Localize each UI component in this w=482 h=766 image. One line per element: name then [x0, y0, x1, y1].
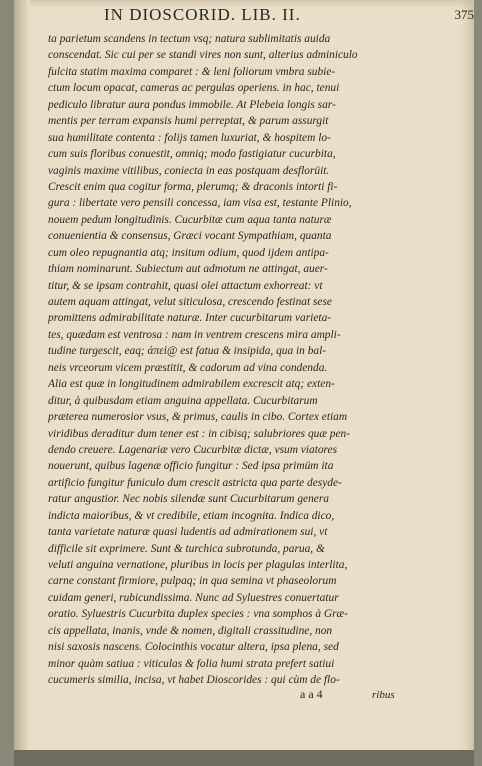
text-line: veluti anguina vernatione, pluribus in locis per plagulas interlita, — [48, 559, 348, 571]
signature-mark: a a 4 — [300, 687, 323, 701]
text-line: tanta varietate naturæ quasi ludentis ad admirationem sui, vt — [48, 526, 328, 539]
text-block — [48, 31, 458, 689]
text-line: cuidam generi, rubicundissima. Nunc ad Syluestres conuertatur — [48, 591, 339, 604]
text-line: nouerunt, quibus lagenæ officio fungitur : Sed ipsa primüm ita — [48, 460, 334, 473]
page-bottom-shadow — [14, 750, 474, 766]
text-line: carne constant firmiore, pulpaq; in qua semina vt phaseolorum — [48, 575, 337, 588]
text-line: ratur angustior. Nec nobis silendæ sunt Cucurbitarum genera — [48, 493, 329, 506]
text-line: titur, & se ipsam contrahit, quasi olei attactum exhorreat: vt — [48, 279, 323, 292]
text-line: tudine turgescit, eaq; ἀπεὶ@ est fatua & insipida, qua in bal- — [48, 345, 327, 358]
text-line: præterea numerosior vsus, & primus, caulis in cibo. Cortex etiam — [48, 411, 348, 424]
text-line: cucumeris similia, incisa, vt habet Dioscorides : qui cùm de flo- — [48, 674, 340, 687]
text-line: cum oleo repugnantia atq; insitum odium, quod ijdem antipa- — [48, 246, 329, 259]
text-line: dendo creuere. Lagenariæ vero Cucurbitæ dictæ, vsum viatores — [48, 443, 338, 456]
page-number: 375 — [454, 7, 474, 22]
text-line: conscendat. Sic cui per se standi vires non sunt, alterius adminiculo — [48, 49, 358, 62]
text-line: fulcita statim maxima comparet : & leni foliorum vmbra subie- — [48, 65, 336, 78]
text-line: ta parietum scandens in tectum vsq; natura sublimitatis auida — [48, 33, 331, 45]
text-line: gura : libertate vero pensili concessa, iam visa est, testante Plinio, — [48, 197, 352, 210]
text-line: ctum locum opacat, cameras ac pergulas operiens. in hac, tenui — [48, 82, 340, 95]
text-line: Crescit enim qua cogitur forma, plerumq; & draconis intorti fi- — [48, 180, 338, 193]
text-line: nouem pedum longitudinis. Cucurbitæ cum aqua tanta naturæ — [48, 213, 332, 226]
text-line: viridibus deraditur dum tener est : in cibisq; salubriores quæ pen- — [48, 427, 351, 440]
page-header — [104, 5, 474, 27]
text-line: promittens admirabilitate naturæ. Inter cucurbitarum varieta- — [48, 312, 332, 325]
page-footer — [300, 687, 420, 703]
page-binding-shadow — [14, 0, 30, 758]
book-page — [14, 0, 474, 758]
text-line: vaginis maxime vitilibus, coniecta in eas postquam desflorüit. — [48, 164, 330, 177]
text-line: thiam nominarunt. Subiectum aut admotum ne attingat, auer- — [48, 263, 328, 276]
text-line: neis vrceorum vicem præstitit, & cadorum ad vina condenda. — [48, 361, 328, 374]
text-line: mentis per terram expansis humi perreptat, & parum assurgit — [48, 115, 329, 128]
running-head: IN DIOSCORID. LIB. II. — [104, 5, 301, 24]
text-line: nisi saxosis nascens. Colocinthis vocatur altera, ipsa plena, sed — [48, 641, 339, 654]
text-line: cis appellata, inanis, vnde & nomen, digitali crassitudine, non — [48, 624, 333, 637]
text-line: tes, quædam est ventrosa : nam in ventrem crescens mira ampli- — [48, 328, 341, 341]
text-line: pediculo libratur aura pondus immobile. At Plebeia longis sar- — [48, 98, 336, 111]
text-line: minor quàm satiua : viticulas & folia humi strata prefert satiui — [48, 657, 335, 670]
text-line: conuenientia & consensus, Græci vocant Sympathiam, quanta — [48, 230, 332, 243]
text-line: autem aquam attingat, velut siticulosa, crescendo festinat sese — [48, 296, 332, 308]
text-line: artificio fungitur funiculo dum crescit astricta qua parte desyde- — [48, 476, 342, 489]
text-line: difficile sit exprimere. Sunt & turchica subrotunda, parua, & — [48, 542, 325, 555]
text-line: ditur, à quibusdam etiam anguina appellata. Cucurbitarum — [48, 394, 318, 407]
text-line: cum suis floribus conuestit, omniq; modo fastigiatur cucurbita, — [48, 148, 336, 161]
text-line: indicta maioribus, & vt credibile, etiam incognita. Indica dico, — [48, 509, 335, 522]
catchword: ribus — [372, 689, 395, 701]
text-line: sua humilitate contenta : folijs tamen luxuriat, & hospitem lo- — [48, 131, 331, 144]
text-line: oratio. Syluestris Cucurbita duplex species : vna somphos à Græ- — [48, 608, 348, 621]
text-line: Alia est quæ in longitudinem admirabilem excrescit atq; exten- — [48, 378, 335, 391]
